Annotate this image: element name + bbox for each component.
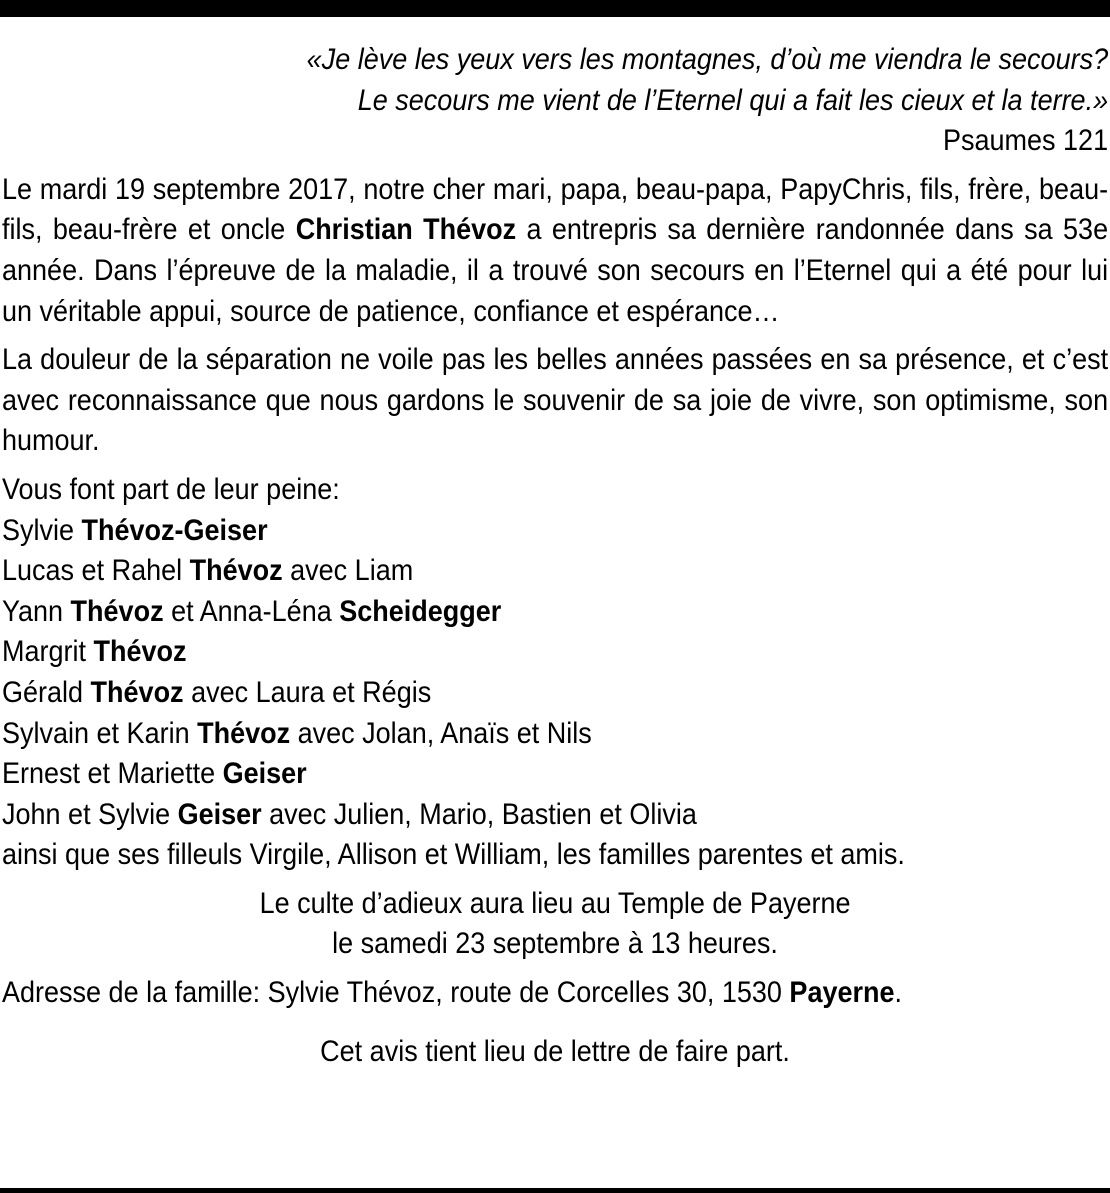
top-rule: [0, 0, 1110, 17]
service-line-2: le samedi 23 septembre à 13 heures.: [332, 927, 778, 961]
address-town: Payerne: [789, 976, 895, 1010]
mourner-surname: Thévoz: [197, 716, 291, 750]
address-text: Adresse de la famille: Sylvie Thévoz, route de Corcelles 30, 1530: [2, 976, 790, 1010]
mourner-row: [2, 632, 1108, 673]
mourner-surname: Geiser: [222, 757, 307, 791]
mourner-extra: avec Jolan, Anaïs et Nils: [290, 716, 592, 750]
mourner-extra: avec Laura et Régis: [183, 675, 432, 709]
mourner-given-names: Yann: [2, 594, 71, 628]
mourner-given-names: Sylvie: [2, 513, 82, 547]
mourner-given-names: Ernest et Mariette: [2, 757, 223, 791]
mourner-extra: avec Liam: [282, 554, 414, 588]
mourner-extra: avec Julien, Mario, Bastien et Olivia: [261, 797, 697, 831]
psalm-reference: Psaumes 121: [942, 124, 1109, 158]
intro-paragraph: [2, 170, 1108, 332]
mourner-surname: Thévoz: [70, 594, 164, 628]
mourner-row: [2, 754, 1108, 795]
memory-paragraph: La douleur de la séparation ne voile pas les belles années passées en sa présence, et c’est avec reconnaissance que nous gardons le souvenir de sa joie de vivre, son optimisme, son humour.: [2, 343, 1109, 458]
mourner-row: [2, 714, 1108, 755]
mourner-surname: Thévoz: [189, 554, 283, 588]
mourner-given-names: Margrit: [2, 635, 94, 669]
mourner-surname: Thévoz-Geiser: [81, 513, 268, 547]
service-line-1: Le culte d’adieux aura lieu au Temple de Payerne: [259, 886, 851, 920]
address-end: .: [894, 976, 903, 1010]
mourner-given-names: Lucas et Rahel: [2, 554, 190, 588]
mourner-given-names: Gérald: [2, 675, 91, 709]
mourner-row: [2, 592, 1108, 633]
mourners-list: [2, 470, 1108, 876]
family-address: [2, 973, 1108, 1014]
intro-text-before: Le mardi 19 septembre 2017, notre cher mari, papa, beau-papa, PapyChris, fils, frère, beau-fils, beau-frère et oncle: [2, 172, 1109, 247]
mourner-row: [2, 795, 1108, 836]
mourner-given-names: John et Sylvie: [2, 797, 178, 831]
mourner-surname: Geiser: [177, 797, 262, 831]
deceased-name: Christian Thévoz: [295, 213, 517, 247]
mourner-extra: et Anna-Léna: [163, 594, 340, 628]
bottom-rule: [0, 1188, 1110, 1193]
mourner-row: [2, 511, 1108, 552]
mourner-row: [2, 673, 1108, 714]
notice-line: Cet avis tient lieu de lettre de faire part.: [320, 1034, 790, 1068]
mourner-surname: Thévoz: [93, 635, 187, 669]
psalm-quote-line-1: «Je lève les yeux vers les montagnes, d’où me viendra le secours?: [306, 43, 1109, 76]
intro-text-after: a entrepris sa dernière randonnée dans sa 53e année. Dans l’épreuve de la maladie, il a trouvé son secours en l’Eternel qui a été pour lui un véritable appui, source de patience, confiance et espérance…: [2, 213, 1109, 328]
mourners-heading: Vous font part de leur peine:: [2, 472, 340, 506]
mourner-row: [2, 551, 1108, 592]
obituary-notice: [2, 40, 1108, 1072]
mourner-surname-2: Scheidegger: [339, 594, 502, 628]
mourner-given-names: Sylvain et Karin: [2, 716, 198, 750]
psalm-quote-line-2: Le secours me vient de l’Eternel qui a fait les cieux et la terre.»: [357, 83, 1109, 117]
mourner-surname: Thévoz: [90, 675, 184, 709]
mourners-closing: ainsi que ses filleuls Virgile, Allison et William, les familles parentes et amis.: [2, 838, 905, 872]
